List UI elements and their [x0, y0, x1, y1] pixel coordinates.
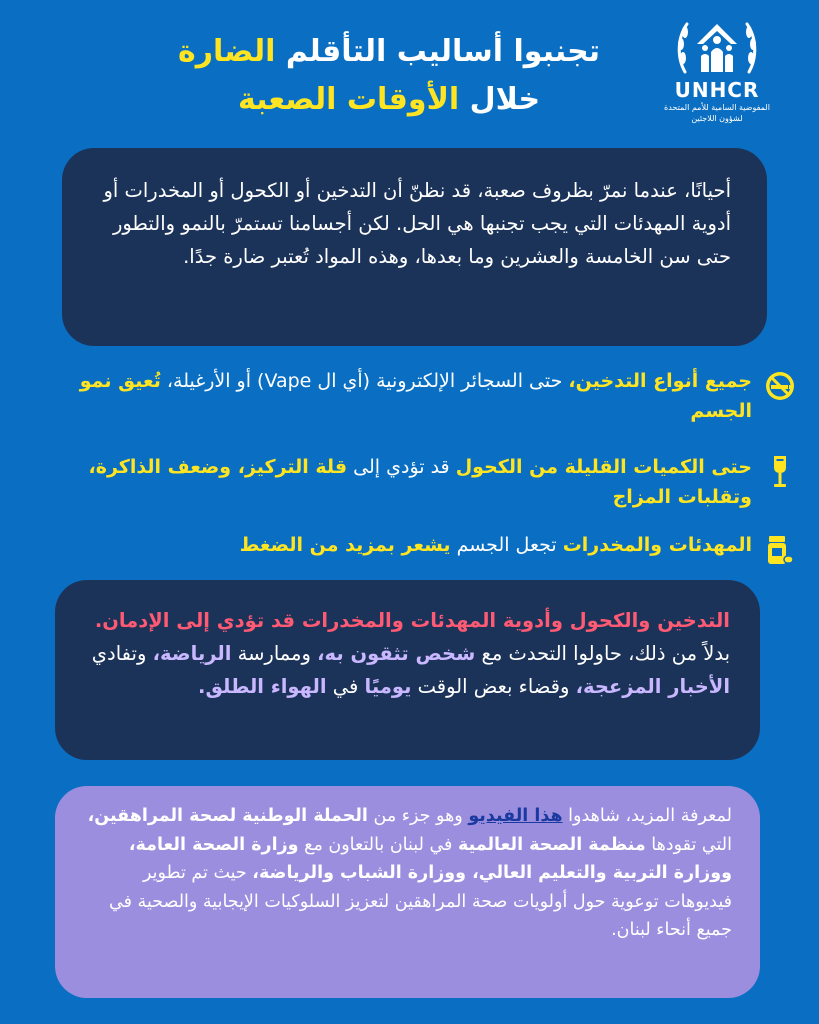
fact-highlight: تُعيق نمو الجسم — [79, 370, 752, 422]
title-text: خلال — [459, 82, 541, 117]
more-bold: الحملة الوطنية لصحة المراهقين، — [87, 806, 368, 826]
warning-text: بدلاً من ذلك، حاولوا التحدث مع — [475, 642, 730, 665]
warning-highlight: التدخين والكحول وأدوية المهدئات والمخدرات قد تؤدي إلى الإدمان. — [94, 609, 730, 632]
more-info-box — [55, 786, 760, 998]
more-text: لمعرفة المزيد، شاهدوا — [562, 806, 732, 826]
title-line-2 — [154, 76, 624, 124]
title-line-1 — [154, 28, 624, 76]
warning-highlight: الهواء الطلق. — [198, 675, 327, 698]
fact-sedatives — [60, 530, 796, 560]
fact-alcohol — [60, 452, 796, 512]
fact-highlight: المهدئات والمخدرات — [562, 534, 752, 556]
intro-box — [62, 148, 767, 346]
logo-subtitle: المفوضية السامية للأمم المتحدة — [664, 103, 770, 112]
fact-text: حتى السجائر الإلكترونية (أي ال Vape) أو الأرغيلة، — [160, 370, 569, 392]
warning-highlight: يوميًا — [364, 675, 412, 698]
more-text: في لبنان بالتعاون مع — [298, 834, 458, 855]
warning-text: وتفادي — [91, 642, 153, 665]
warning-text: وقضاء بعض الوقت — [411, 675, 576, 698]
warning-highlight: الأخبار المزعجة، — [575, 675, 730, 698]
fact-text: تجعل الجسم — [450, 534, 563, 556]
fact-highlight: حتى الكميات القليلة من الكحول — [455, 456, 752, 478]
warning-highlight: الرياضة، — [152, 642, 232, 665]
wine-glass-icon — [764, 456, 796, 488]
logo-brand: UNHCR — [674, 78, 760, 102]
fact-highlight: جميع أنواع التدخين، — [568, 370, 752, 392]
fact-highlight: يشعر بمزيد من الضغط — [239, 534, 451, 556]
pills-bottle-icon — [764, 534, 796, 566]
no-smoking-icon — [764, 370, 796, 402]
title-highlight: الضارة — [178, 34, 276, 69]
unhcr-emblem-icon — [675, 14, 759, 76]
warning-text: في — [326, 675, 365, 698]
logo-subtitle: لشؤون اللاجئين — [691, 114, 743, 123]
header — [0, 0, 819, 140]
more-text: التي تقودها — [645, 834, 732, 855]
title-highlight: الأوقات الصعبة — [237, 82, 460, 117]
more-text: حيث تم تطوير فيديوهات توعوية حول أولويات صحة المراهقين لتعزيز السلوكيات الإيجابية والصحية في جميع أنحاء لبنان. — [109, 863, 732, 940]
more-text: وهو جزء من — [367, 806, 469, 826]
title-text: تجنبوا أساليب التأقلم — [275, 34, 600, 69]
warning-text: وممارسة — [231, 642, 318, 665]
warning-highlight: شخص تثقون به، — [317, 642, 476, 665]
video-link[interactable]: هذا الفيديو — [468, 806, 563, 826]
fact-smoking — [60, 366, 796, 426]
more-bold: وزارة الصحة العامة، ووزارة التربية والتعليم العالي، ووزارة الشباب والرياضة، — [128, 834, 732, 883]
intro-text: أحيانًا، عندما نمرّ بظروف صعبة، قد نظنّ أن التدخين أو الكحول أو المخدرات أو أدوية المهدئات التي يجب تجنبها هي الحل. لكن أجسامنا تستمرّ بالنمو والتطور حتى سن الخامسة والعشرين وما بعدها، وهذه المواد تُعتبر ضارة جدًا. — [103, 179, 731, 268]
page-title — [154, 28, 624, 124]
unhcr-logo — [662, 14, 772, 136]
fact-highlight: قلة التركيز، وضعف الذاكرة، وتقلبات المزاج — [88, 456, 752, 508]
warning-box — [55, 580, 760, 760]
fact-text: قد تؤدي إلى — [347, 456, 456, 478]
more-bold: منظمة الصحة العالمية — [458, 834, 646, 855]
